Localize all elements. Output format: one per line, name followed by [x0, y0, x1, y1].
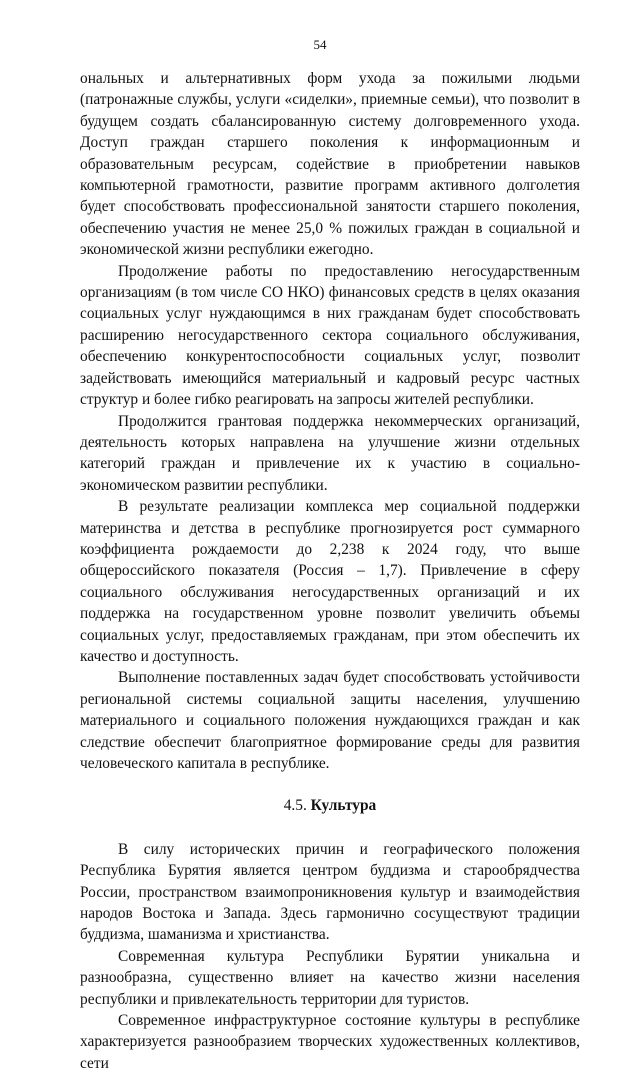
paragraph: В силу исторических причин и географического положения Республика Бурятия является центром буддизма и старообрядчества России, пространством взаимопроникновения культур и взаимодействия народов Востока и Запада. Здесь гармонично сосуществуют традиции буддизма, шаманизма и христианства.: [80, 840, 580, 944]
paragraph: В результате реализации комплекса мер социальной поддержки материнства и детства в республике прогнозируется рост суммарного коэффициента рождаемости до 2,238 к 2024 году, что выше общероссийского показателя (Россия – 1,7). Привлечение в сферу социального обслуживания негосударственных организаций и их поддержка на государственном уровне позволит увеличить объемы социальных услуг, предоставляемых гражданам, при этом обеспечить их качество и доступность.: [80, 498, 580, 665]
page-number: 54: [313, 37, 327, 52]
paragraph: ональных и альтернативных форм ухода за пожилыми людьми (патронажные службы, услуги «сиделки», приемные семьи), что позволит в будущем создать сбалансированную систему долговременного ухода. Доступ граждан старшего поколения к информационным и образовательным ресурсам, содействие в приобретении навыков компьютерной грамотности, развитие программ активного долголетия будет способствовать профессиональной занятости старшего поколения, обеспечению участия не менее 25,0 % пожилых граждан в социальной и экономической жизни республики ежегодно.: [80, 70, 580, 259]
section-title: Культура: [310, 797, 377, 815]
paragraph: Продолжится грантовая поддержка некоммерческих организаций, деятельность которых направлена на улучшение жизни отдельных категорий граждан и привлечение их к участию в социально-экономическом развитии республики.: [80, 412, 580, 494]
section-heading: [80, 795, 580, 816]
paragraph: Современное инфраструктурное состояние культуры в республике характеризуется разнообразием творческих художественных коллективов, сети: [80, 1012, 580, 1072]
section-number: 4.5.: [283, 797, 311, 815]
body-text: [80, 68, 580, 1074]
paragraph: Современная культура Республики Бурятии уникальна и разнообразна, существенно влияет на качество жизни населения республики и привлекательность территории для туристов.: [80, 947, 580, 1008]
paragraph: Выполнение поставленных задач будет способствовать устойчивости региональной системы социальной защиты населения, улучшению материального и социального положения нуждающихся граждан и как следствие обеспечит благоприятное формирование среды для развития человеческого капитала в республике.: [80, 669, 580, 772]
paragraph: Продолжение работы по предоставлению негосударственным организациям (в том числе СО НКО) финансовых средств в целях оказания социальных услуг нуждающимся в них гражданам будет способствовать расширению негосударственного сектора социального обслуживания, обеспечению конкурентоспособности социальных услуг, позволит задействовать имеющийся материальный и кадровый ресурс частных структур и более гибко реагировать на запросы жителей республики.: [80, 262, 580, 409]
